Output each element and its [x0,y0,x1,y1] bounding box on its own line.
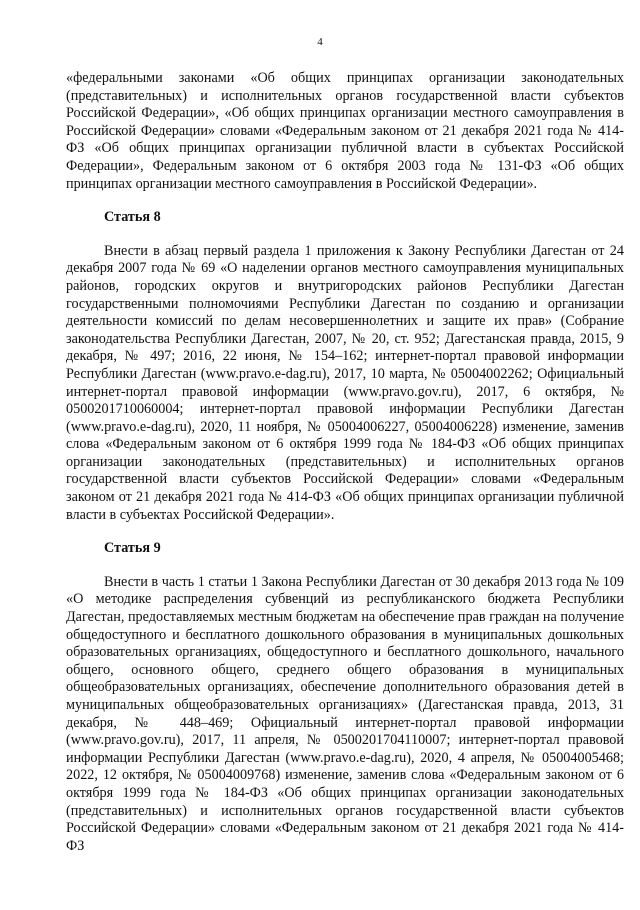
article-9-text: Внести в часть 1 статьи 1 Закона Республики Дагестан от 30 декабря 2013 года № 109 «О методике распределения субвенций из республиканского бюджета Республики Дагестан, предоставляемых местным бюджетам на обеспечение прав граждан на получение общедоступного и бесплатного дошкольного образования в муниципальных дошкольных образовательных организациях, общедоступного и бесплатного дошкольного, начального общего, основного общего, среднего общего образования в муниципальных общеобразовательных организациях, обеспечение дополнительного образования детей в муниципальных общеобразовательных организациях» (Дагестанская правда, 2013, 31 декабря, № 448–469; Официальный интернет-портал правовой информации (www.pravo.gov.ru), 2017, 11 апреля, № 0500201704110007; интернет-портал правовой информации Республики Дагестан (www.pravo.e-dag.ru), 2020, 4 апреля, № 05004005468; 2022, 12 октября, № 05004009768) изменение, заменив слова «Федеральным законом от 6 октября 1999 года № 184-ФЗ «Об общих принципах организации законодательных (представительных) и исполнительных органов государственной власти субъектов Российской Федерации» словами «Федеральным законом от 21 декабря 2021 года № 414-ФЗ [66,573,624,854]
spacer [66,193,624,209]
article-9-title: Статья 9 [104,540,161,557]
paragraph-continuation: «федеральными законами «Об общих принципах организации законодательных (представительных) и исполнительных органов государственной власти субъектов Российской Федерации», «Об общих принципах организации местного самоуправления в Российской Федерации» словами «Федеральным законом от 21 декабря 2021 года № 414-ФЗ «Об общих принципах организации публичной власти в субъектах Российской Федерации», Федеральным законом от 6 октября 2003 года № 131-ФЗ «Об общих принципах организации местного самоуправления в Российской Федерации». [66,70,624,192]
spacer [66,227,624,243]
page-number: 4 [317,36,323,48]
spacer [66,524,624,540]
document-body [66,70,624,855]
article-8-text: Внести в абзац первый раздела 1 приложения к Закону Республики Дагестан от 24 декабря 2007 года № 69 «О наделении органов местного самоуправления муниципальных районов, городских округов и внутригородских районов Республики Дагестан государственными полномочиями Республики Дагестан по созданию и организации деятельности комиссий по делам несовершеннолетних и защите их прав» (Собрание законодательства Республики Дагестан, 2007, № 20, ст. 952; Дагестанская правда, 2015, 9 декабря, № 497; 2016, 22 июня, № 154–162; интернет-портал правовой информации Республики Дагестан (www.pravo.e-dag.ru), 2017, 10 марта, № 05004002262; Официальный интернет-портал правовой информации (www.pravo.gov.ru), 2017, 6 октября, № 0500201710060004; интернет-портал правовой информации Республики Дагестан (www.pravo.e-dag.ru), 2020, 11 ноября, № 05004006227, 05004006228) изменение, заменив слова «Федеральным законом от 6 октября 1999 года № 184-ФЗ «Об общих принципах организации законодательных (представительных) и исполнительных органов государственной власти субъектов Российской Федерации» словами «Федеральным законом от 21 декабря 2021 года № 414-ФЗ «Об общих принципах организации публичной власти в субъектах Российской Федерации». [66,242,624,523]
article-8-title: Статья 8 [104,209,161,226]
spacer [66,558,624,574]
